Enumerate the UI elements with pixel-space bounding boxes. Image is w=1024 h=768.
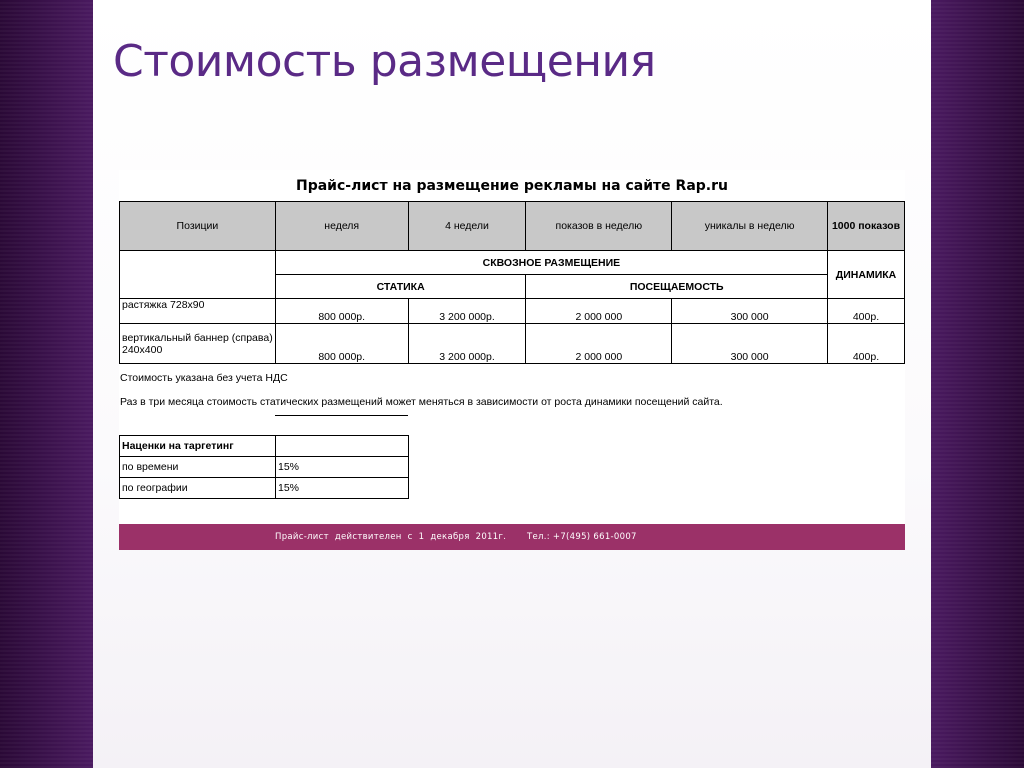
markup-value: 15% xyxy=(276,457,409,478)
table-row xyxy=(120,299,905,324)
right-background-panel xyxy=(931,0,1024,768)
row-impressions: 2 000 000 xyxy=(526,324,672,364)
header-uniques: уникалы в неделю xyxy=(672,202,828,251)
group-header-through: СКВОЗНОЕ РАЗМЕЩЕНИЕ xyxy=(275,251,827,275)
divider-line xyxy=(275,415,408,416)
table-row xyxy=(120,324,905,364)
row-position: растяжка 728x90 xyxy=(120,299,276,324)
header-row xyxy=(120,202,905,251)
empty-cell xyxy=(120,251,276,299)
price-sheet-title: Прайс-лист на размещение рекламы на сайте Rap.ru xyxy=(296,178,728,194)
slide-title: Стоимость размещения xyxy=(113,36,656,87)
markup-header: Наценки на таргетинг xyxy=(120,436,276,457)
row-per-thousand: 400р. xyxy=(827,299,904,324)
row-week: 800 000р. xyxy=(275,324,408,364)
markup-header-row xyxy=(120,436,409,457)
header-per-thousand: 1000 показов xyxy=(827,202,904,251)
row-position: вертикальный баннер (справа) 240x400 xyxy=(120,324,276,364)
row-per-thousand: 400р. xyxy=(827,324,904,364)
footer-phone: Тел.: +7(495) 661-0007 xyxy=(527,532,637,542)
note-vat: Стоимость указана без учета НДС xyxy=(120,372,288,384)
row-uniques: 300 000 xyxy=(672,324,828,364)
markup-label: по времени xyxy=(120,457,276,478)
table-row xyxy=(120,478,409,499)
row-uniques: 300 000 xyxy=(672,299,828,324)
note-quarterly: Раз в три месяца стоимость статических размещений может меняться в зависимости от роста динамики посещений сайта. xyxy=(120,396,723,408)
header-impressions: показов в неделю xyxy=(526,202,672,251)
footer-validity: Прайс-лист действителен с 1 декабря 2011г. xyxy=(275,532,507,542)
group-row xyxy=(120,251,905,275)
markup-value: 15% xyxy=(276,478,409,499)
markup-table xyxy=(119,435,409,499)
row-impressions: 2 000 000 xyxy=(526,299,672,324)
header-week: неделя xyxy=(275,202,408,251)
footer-bar xyxy=(119,524,905,550)
empty-cell xyxy=(276,436,409,457)
row-four-weeks: 3 200 000р. xyxy=(408,324,526,364)
subheader-dynamic: ДИНАМИКА xyxy=(827,251,904,299)
left-background-panel xyxy=(0,0,93,768)
header-positions: Позиции xyxy=(120,202,276,251)
price-table xyxy=(119,201,905,364)
price-sheet xyxy=(119,170,905,550)
header-four-weeks: 4 недели xyxy=(408,202,526,251)
row-week: 800 000р. xyxy=(275,299,408,324)
subheader-traffic: ПОСЕЩАЕМОСТЬ xyxy=(526,275,828,299)
table-row xyxy=(120,457,409,478)
row-four-weeks: 3 200 000р. xyxy=(408,299,526,324)
markup-label: по географии xyxy=(120,478,276,499)
slide xyxy=(93,0,931,768)
subheader-static: СТАТИКА xyxy=(275,275,526,299)
